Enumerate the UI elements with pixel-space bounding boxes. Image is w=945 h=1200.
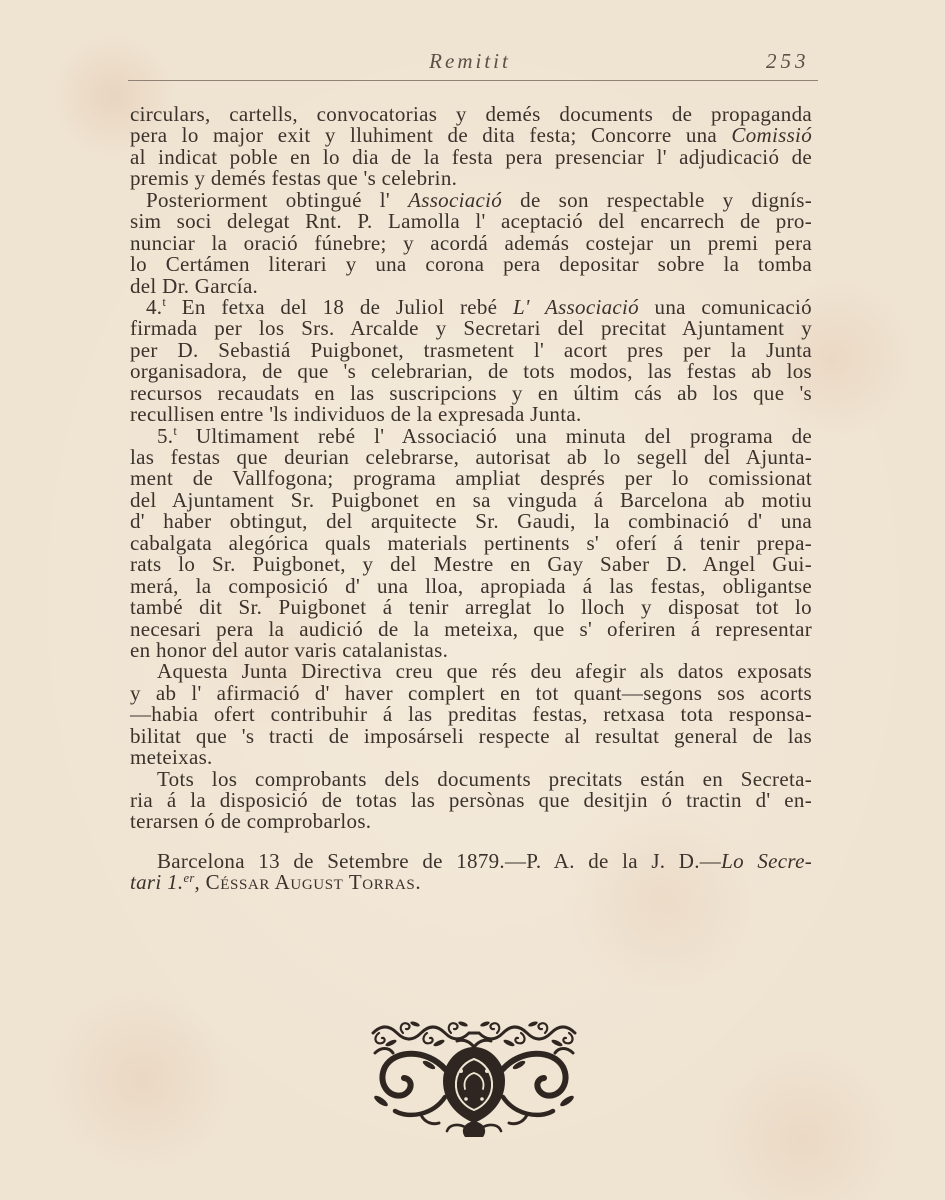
text-line: necesari pera la audició de la meteixa, que s' oferiren á representar [130,616,812,641]
text-line: bilitat que 's tracti de imposárseli respecte al resultat general de las [130,723,812,748]
text-line: sim soci delegat Rnt. P. Lamolla l' aceptació del encarrech de pro- [130,209,812,234]
text-line: lo Certámen literari y una corona pera depositar sobre la tomba [130,252,812,277]
signature-block [130,851,812,894]
text-line [130,872,812,893]
paragraph [130,423,812,662]
fleuron-ornament [371,1019,577,1139]
italic-text: Lo Secre- [721,849,812,873]
text-line: y ab l' afirmació d' haver complert en tot quant—segons sos acorts [130,680,812,705]
paragraph [130,294,812,427]
text-line: ria á la disposició de totas las persònas que desitjin ó tractin d' en- [130,788,812,812]
line-text: Ultimament rebé l' Associació una minuta del programa de [177,423,812,448]
italic-text: Associació [408,187,503,212]
text-line: circulars, cartells, convocatorias y demés documents de propaganda [130,102,812,126]
text-line [130,851,812,872]
text-line: organisadora, de que 's celebrarian, de tots modos, las festas ab los [130,359,812,384]
italic-text: tari 1. [130,870,184,895]
text-line: d' haber obtingut, del arquitecte Sr. Gaudi, la combinació d' una [130,509,812,534]
text-line: recullisen entre 'ls individuos de la expresada Junta. [130,402,582,427]
text-line: premis y demés festas que 's celebrin. [130,166,458,191]
item-number: 5. [157,423,174,448]
page-number: 253 [766,49,810,73]
text-line: cabalgata alegórica quals materials pertinents s' oferí á tenir prepa- [130,530,812,555]
paragraph [130,661,812,768]
text-line: firmada per los Srs. Arcalde y Secretari del precitat Ajuntament y [130,316,812,341]
signatory-name: Céssar August Torras. [205,870,422,895]
italic-text: Comissió [731,123,812,148]
text-line: —habia ofert contribuhir á las preditas festas, retxasa tota responsa- [130,702,812,727]
line-text: pera lo major exit y lluhiment de dita festa; Concorre una [130,123,732,148]
header-rule [128,80,818,81]
text-line: nunciar la oració fúnebre; y acordá además costejar un premi pera [130,230,812,255]
text-line: Tots los comprobants dels documents precitats están en Secreta- [157,766,812,791]
text-line: terarsen ó de comprobarlos. [130,809,372,834]
paragraph [130,104,812,190]
text-line [130,294,812,319]
text-line: meteixas. [130,745,213,770]
line-text: En fetxa del 18 de Juliol rebé [166,294,513,319]
text-line: las festas que deurian celebrarse, autorisat ab lo segell del Ajunta- [130,445,812,469]
text-line: també dit Sr. Puigbonet á tenir arreglat lo lloch y disposat tot lo [130,595,812,620]
superscript: t [173,424,178,439]
running-title: Remitit [429,49,511,73]
text-line: al indicat poble en lo dia de la festa pera presenciar l' adjudicació de [130,144,812,169]
item-number: 4. [146,294,163,319]
italic-text: L' Associació [512,294,639,319]
text-line: del Ajuntament Sr. Puigbonet en sa vinguda á Barcelona ab motiu [130,487,812,512]
text-line: merá, la composició d' una lloa, apropiada á las festas, obligantse [130,573,812,598]
text-line: Aquesta Junta Directiva creu que rés deu afegir als datos exposats [157,659,812,684]
text-line: per D. Sebastiá Puigbonet, trasmetent l' acort pres per la Junta [130,337,812,362]
line-text: una comunicació [638,294,812,319]
text-line [130,125,812,146]
text-line: del Dr. García. [130,273,259,298]
text-line: ment de Vallfogona; programa ampliat després per lo comissionat [130,466,812,491]
paragraph [130,766,812,834]
line-text: Posteriorment obtingué l' [146,187,409,212]
text-line [130,187,812,212]
superscript: t [162,295,167,310]
body-text [130,104,812,833]
line-text: , [194,870,206,895]
line-text: de son respectable y dignís- [502,187,812,212]
text-line [130,423,812,448]
superscript: er [183,870,195,885]
text-line: recursos recaudats en las suscripcions y en últim cás ab los que 's [130,380,812,405]
text-line: en honor del autor varis catalanistas. [130,637,449,662]
paragraph [130,187,812,298]
place-date: Barcelona 13 de Setembre de 1879.—P. A. de la J. D.— [157,849,722,873]
text-line: rats lo Sr. Puigbonet, y del Mestre en Gay Saber D. Angel Gui- [130,552,812,577]
